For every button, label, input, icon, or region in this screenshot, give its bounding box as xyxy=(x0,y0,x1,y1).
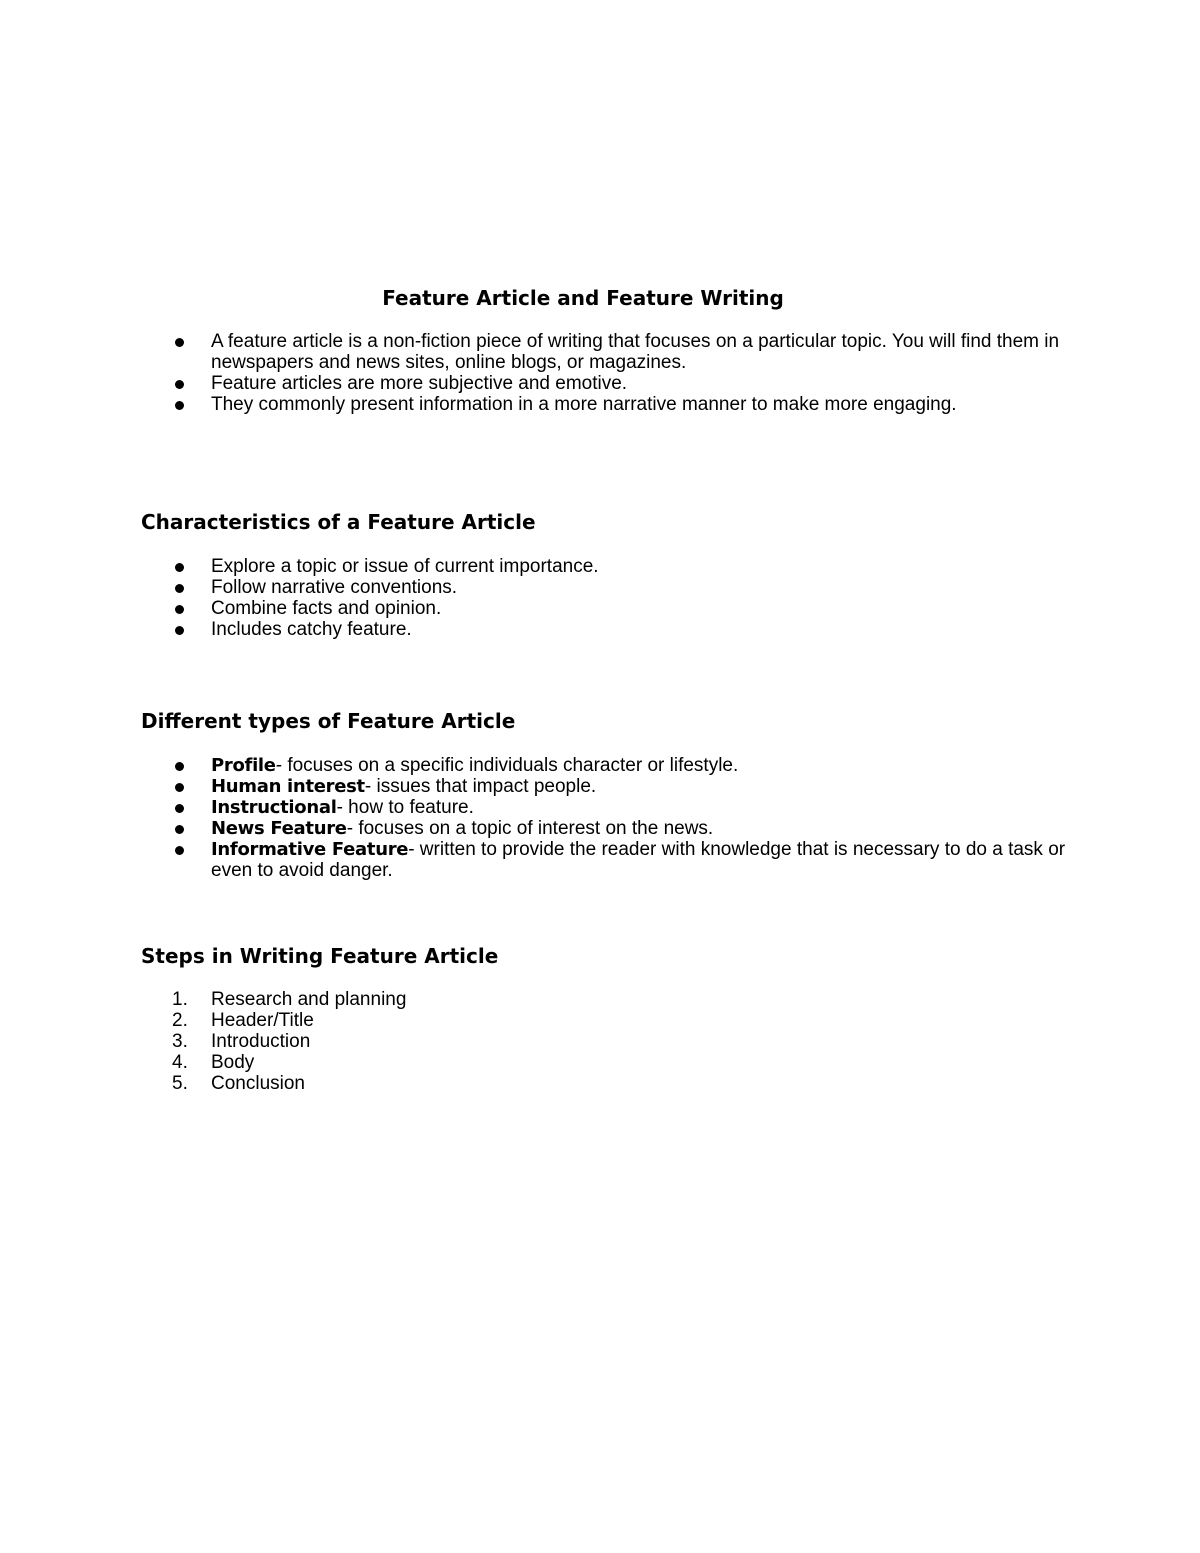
type-term: Informative Feature xyxy=(211,839,409,860)
bullet-icon xyxy=(175,380,184,389)
step-text: Conclusion xyxy=(211,1073,305,1094)
list-item-text: Includes catchy feature. xyxy=(211,619,412,640)
list-item-text: Combine facts and opinion. xyxy=(211,598,442,619)
intro-list xyxy=(0,331,1200,415)
list-item xyxy=(0,1031,1200,1052)
list-item-text: They commonly present information in a more narrative manner to make more engaging. xyxy=(211,394,957,415)
steps-heading: Steps in Writing Feature Article xyxy=(141,944,499,968)
step-text: Body xyxy=(211,1052,255,1073)
step-number: 2. xyxy=(172,1010,188,1031)
characteristics-list xyxy=(0,556,1200,640)
step-text: Header/Title xyxy=(211,1010,314,1031)
types-heading: Different types of Feature Article xyxy=(141,709,516,733)
type-term: Profile xyxy=(211,755,276,776)
list-item xyxy=(0,556,1200,577)
step-text: Research and planning xyxy=(211,989,407,1010)
bullet-icon xyxy=(175,626,184,635)
list-item xyxy=(0,619,1200,640)
list-item-text: Explore a topic or issue of current importance. xyxy=(211,556,599,577)
type-description: - focuses on a specific individuals character or lifestyle. xyxy=(275,755,739,776)
bullet-icon xyxy=(175,563,184,572)
step-text: Introduction xyxy=(211,1031,311,1052)
step-number: 4. xyxy=(172,1052,188,1073)
list-item xyxy=(0,394,1200,415)
bullet-icon xyxy=(175,338,184,347)
list-item xyxy=(0,989,1200,1010)
list-item xyxy=(0,818,1200,839)
bullet-icon xyxy=(175,846,184,855)
list-item xyxy=(0,1010,1200,1031)
bullet-icon xyxy=(175,825,184,834)
step-number: 3. xyxy=(172,1031,188,1052)
list-item xyxy=(0,598,1200,619)
list-item-text: Feature articles are more subjective and emotive. xyxy=(211,373,628,394)
list-item-text: Follow narrative conventions. xyxy=(211,577,458,598)
type-description: - written to provide the reader with knowledge that is necessary to do a task or even to avoid danger. xyxy=(211,839,1066,881)
list-item xyxy=(0,1073,1200,1094)
list-item xyxy=(0,776,1200,797)
list-item xyxy=(0,755,1200,776)
type-term: Instructional xyxy=(211,797,337,818)
list-item xyxy=(0,373,1200,394)
bullet-icon xyxy=(175,783,184,792)
steps-list xyxy=(0,989,1200,1094)
list-item xyxy=(0,331,1200,373)
list-item xyxy=(0,1052,1200,1073)
characteristics-heading: Characteristics of a Feature Article xyxy=(141,510,536,534)
list-item xyxy=(0,797,1200,818)
type-description: - focuses on a topic of interest on the news. xyxy=(346,818,714,839)
bullet-icon xyxy=(175,804,184,813)
types-list xyxy=(0,755,1200,881)
step-number: 5. xyxy=(172,1073,188,1094)
bullet-icon xyxy=(175,584,184,593)
type-description: - issues that impact people. xyxy=(364,776,597,797)
bullet-icon xyxy=(175,605,184,614)
bullet-icon xyxy=(175,401,184,410)
type-term: News Feature xyxy=(211,818,347,839)
list-item xyxy=(0,577,1200,598)
type-term: Human interest xyxy=(211,776,365,797)
bullet-icon xyxy=(175,762,184,771)
list-item xyxy=(0,839,1200,881)
list-item-text: A feature article is a non-fiction piece of writing that focuses on a particular topic. You will find them in newspapers and news sites, online blogs, or magazines. xyxy=(211,331,1060,373)
step-number: 1. xyxy=(172,989,188,1010)
type-description: - how to feature. xyxy=(336,797,474,818)
document-title: Feature Article and Feature Writing xyxy=(382,286,784,310)
